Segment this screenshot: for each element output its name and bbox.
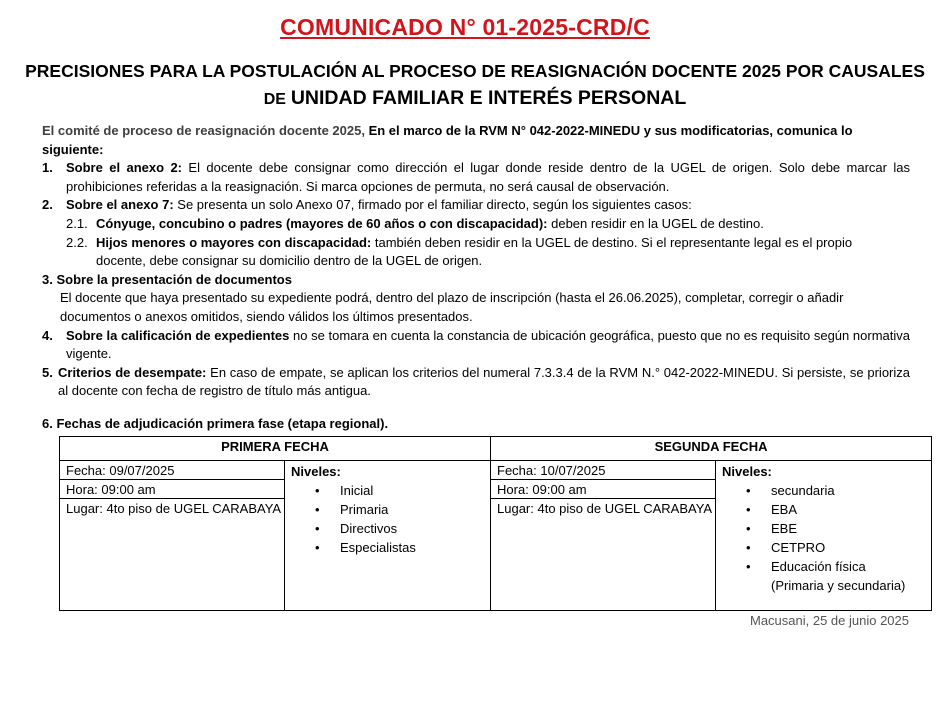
first-fecha: Fecha: 09/07/2025 [60,461,284,480]
document-subtitle [20,58,930,113]
item-2-1-number: 2.1. [66,215,88,231]
item-2 [42,196,910,215]
list-item: • CETPRO [722,538,925,557]
first-date-details [60,461,285,611]
item-2-1-body: deben residir en la UGEL de destino. [547,215,764,231]
item-2-body: Se presenta un solo Anexo 07, firmado por el familiar directo, según los siguientes casos: [173,197,692,213]
item-4 [42,327,910,364]
item-3-text: El docente que haya presentado su expediente podrá, dentro del plazo de inscripción (hasta el 26.06.2025), completar, corregir o añadir documentos o anexos omitidos, siendo válidos los últimos presentados. [60,290,844,324]
second-date-header: SEGUNDA FECHA [491,437,932,461]
item-1-heading: Sobre el anexo 2: [66,160,183,176]
subtitle-prefix: DE [263,91,286,108]
first-lugar: Lugar: 4to piso de UGEL CARABAYA [66,501,282,516]
item-2-text [66,196,910,215]
place-date-footer: Macusani, 25 de junio 2025 [749,613,909,628]
item-5-text [58,364,910,401]
item-6-heading-text: 6. Fechas de adjudicación primera fase (etapa regional). [42,415,389,431]
item-6-heading [42,415,910,434]
intro-part-1: El comité de proceso de reasignación docente 2025, [42,123,369,138]
item-5 [42,364,910,401]
list-item: • Educación física [722,557,925,576]
item-3-heading-text: 3. Sobre la presentación de documentos [42,271,292,287]
schedule-table [59,436,932,611]
item-2-2-heading: Hijos menores o mayores con discapacidad: [96,234,372,250]
subtitle-main: UNIDAD FAMILIAR E INTERÉS PERSONAL [290,87,687,109]
item-2-heading: Sobre el anexo 7: [66,197,174,213]
item-1-body: El docente debe consignar como dirección el lugar donde reside dentro de la UGEL de origen. Solo debe marcar las prohibiciones referidas a la reasignación. Si marca opciones de permuta, no será causal de observación. [66,160,911,194]
item-2-1 [42,215,910,234]
list-item: • Inicial [291,481,484,500]
subtitle-line-2 [20,85,930,113]
document-body [42,122,910,434]
item-5-heading: Criterios de desempate: [58,364,207,380]
list-item: • Primaria [291,500,484,519]
item-2-2-text [96,234,852,253]
item-3-heading [42,271,910,290]
second-levels [716,461,932,611]
document-title: COMUNICADO N° 01-2025-CRD/C [280,14,650,40]
subtitle-line-1: PRECISIONES PARA LA POSTULACIÓN AL PROCESO DE REASIGNACIÓN DOCENTE 2025 POR CAUSALES [25,61,925,81]
item-1-number: 1. [42,160,53,176]
item-2-1-heading: Cónyuge, concubino o padres (mayores de 60 años o con discapacidad): [96,215,548,231]
item-2-2-continuation: docente, debe consignar su domicilio dentro de la UGEL de origen. [96,253,483,269]
item-5-body: En caso de empate, se aplican los criterios del numeral 7.3.3.4 de la RVM N.° 042-2022-MINEDU. Si persiste, se prioriza al docente con fecha de registro de título más antigua. [58,364,910,399]
item-2-1-text [96,215,910,234]
list-item: • secundaria [722,481,925,500]
first-levels-list [291,481,484,557]
item-4-text [66,327,910,364]
intro-paragraph [42,122,910,159]
item-2-2 [42,234,910,253]
list-item: • Directivos [291,519,484,538]
item-4-number: 4. [42,327,53,343]
second-date-details [491,461,716,611]
first-date-header: PRIMERA FECHA [60,437,491,461]
second-lugar: Lugar: 4to piso de UGEL CARABAYA [497,501,713,516]
first-hora: Hora: 09:00 am [60,480,284,499]
second-levels-label: Niveles: [722,464,772,479]
second-fecha: Fecha: 10/07/2025 [491,461,715,480]
first-levels [285,461,491,611]
intro-part-2: En el marco de la RVM N° 042-2022-MINEDU y sus modificatorias, comunica lo siguiente: [42,123,853,157]
second-hora: Hora: 09:00 am [491,480,715,499]
item-4-heading: Sobre la calificación de expedientes [66,327,290,343]
second-levels-list [722,481,925,595]
item-4-body: no se tomara en cuenta la constancia de ubicación geográfica, puesto que no es requisito según normativa vigente. [66,327,910,362]
item-2-2-body: también deben residir en la UGEL de destino. Si el representante legal es el propio [371,234,853,250]
item-2-2-number: 2.2. [66,234,88,250]
item-5-number: 5. [42,364,53,380]
item-1 [42,159,910,196]
list-item: • Especialistas [291,538,484,557]
list-item: • EBE [722,519,925,538]
list-item-continuation: (Primaria y secundaria) [771,578,906,593]
first-levels-label: Niveles: [291,464,341,479]
list-item: • EBA [722,500,925,519]
item-1-text [66,159,910,196]
item-2-number: 2. [42,197,53,213]
